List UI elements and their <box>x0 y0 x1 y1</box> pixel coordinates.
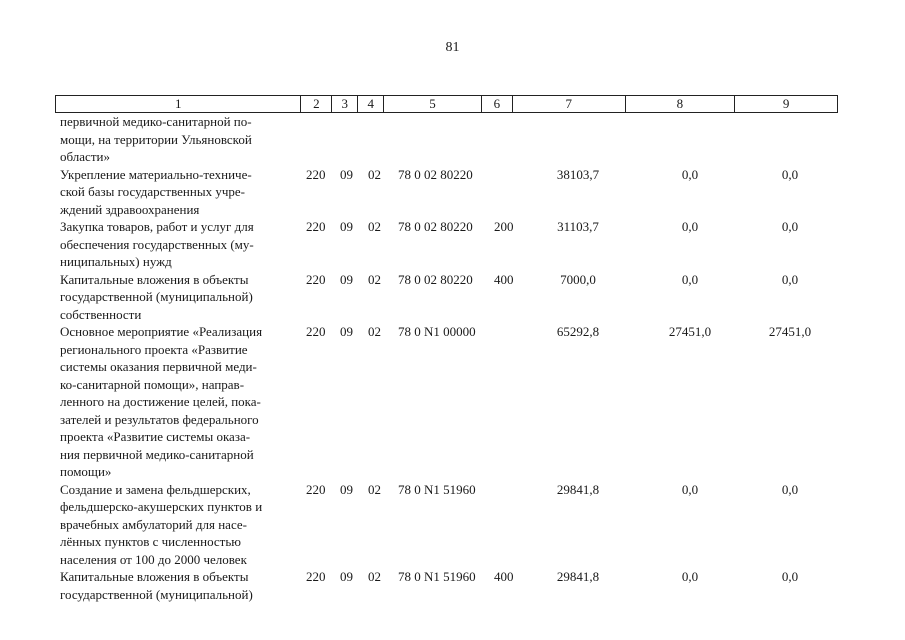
description-line: ждений здравоохранения <box>60 201 200 217</box>
cell-c2: 220 <box>306 166 326 182</box>
description-line: государственной (муниципальной) <box>60 586 253 602</box>
header-col-9: 9 <box>782 96 790 111</box>
table-body <box>0 113 905 603</box>
description-line: Капитальные вложения в объекты <box>60 271 249 287</box>
header-col-6: 6 <box>482 96 513 112</box>
description-line: собственности <box>60 306 142 322</box>
description-line: Капитальные вложения в объекты <box>60 569 249 584</box>
cell-c2: 220 <box>306 324 326 339</box>
description-line: государственной (муниципальной) <box>60 289 253 304</box>
cell-c5: 78 0 N1 51960 <box>398 569 476 584</box>
cell-c4: 02 <box>368 324 381 339</box>
row-description <box>60 166 296 219</box>
cell-c8: 0,0 <box>681 219 699 234</box>
description-line: ко-санитарной помощи», направ- <box>60 376 245 392</box>
table-row <box>0 113 905 166</box>
cell-c3: 09 <box>340 481 353 497</box>
cell-c6: 400 <box>494 271 514 287</box>
cell-c3: 09 <box>340 166 353 182</box>
cell-c3: 09 <box>340 569 353 584</box>
description-line: врачебных амбулаторий для насе- <box>60 516 247 532</box>
cell-c9: 0,0 <box>781 569 799 584</box>
description-line: Создание и замена фельдшерских, <box>60 481 251 497</box>
cell-c7: 29841,8 <box>556 569 600 584</box>
description-line: населения от 100 до 2000 человек <box>60 551 247 567</box>
table-row <box>0 218 905 271</box>
description-line: Основное мероприятие «Реализация <box>60 324 263 339</box>
cell-c7: 31103,7 <box>557 219 599 234</box>
header-col-1: 1 <box>56 96 301 112</box>
cell-c7: 65292,8 <box>556 324 600 339</box>
description-line: Укрепление материально-техниче- <box>60 166 252 182</box>
cell-c4: 02 <box>368 481 381 497</box>
description-line: первичной медико-санитарной по- <box>60 114 252 129</box>
cell-c3: 09 <box>340 271 353 287</box>
row-description <box>60 323 296 481</box>
header-col-8: 8 <box>626 96 736 112</box>
header-col-4: 4 <box>358 96 384 112</box>
table-row <box>0 271 905 324</box>
description-line: лённых пунктов с численностью <box>60 534 241 549</box>
cell-c2: 220 <box>306 569 326 584</box>
cell-c6: 400 <box>494 569 514 584</box>
cell-c5: 78 0 02 80220 <box>398 219 473 234</box>
description-line: ленного на достижение целей, пока- <box>60 394 261 409</box>
cell-c4: 02 <box>368 219 381 234</box>
cell-c5: 78 0 N1 51960 <box>398 481 476 497</box>
cell-c3: 09 <box>340 219 353 234</box>
table-header <box>55 95 838 113</box>
cell-c4: 02 <box>368 271 381 287</box>
cell-c2: 220 <box>306 481 326 497</box>
description-line: ской базы государственных учре- <box>60 184 245 199</box>
row-description <box>60 218 296 271</box>
description-line: ниципальных) нужд <box>60 254 172 269</box>
page-number: 81 <box>445 40 460 55</box>
cell-c6: 200 <box>494 219 514 234</box>
cell-c9: 0,0 <box>781 219 799 234</box>
table-row <box>0 323 905 481</box>
cell-c8: 0,0 <box>681 271 699 287</box>
header-col-7: 7 <box>513 96 626 112</box>
description-line: системы оказания первичной меди- <box>60 359 257 374</box>
description-line: регионального проекта «Развитие <box>60 341 248 357</box>
cell-c8: 0,0 <box>681 569 699 584</box>
cell-c7: 29841,8 <box>556 481 600 497</box>
row-description <box>60 271 296 324</box>
cell-c2: 220 <box>306 271 326 287</box>
description-line: мощи, на территории Ульяновской <box>60 131 252 147</box>
cell-c9: 27451,0 <box>768 324 812 339</box>
cell-c8: 0,0 <box>681 481 699 497</box>
header-col-5: 5 <box>384 96 482 112</box>
description-line: зателей и результатов федерального <box>60 411 259 427</box>
cell-c8: 27451,0 <box>668 324 712 339</box>
cell-c7: 38103,7 <box>556 166 600 182</box>
cell-c8: 0,0 <box>681 166 699 182</box>
header-col-2: 2 <box>301 96 332 112</box>
cell-c4: 02 <box>368 166 381 182</box>
cell-c5: 78 0 N1 00000 <box>398 324 476 339</box>
description-line: ния первичной медико-санитарной <box>60 446 254 462</box>
description-line: обеспечения государственных (му- <box>60 236 254 252</box>
cell-c7: 7000,0 <box>560 271 596 287</box>
cell-c9: 0,0 <box>781 481 799 497</box>
cell-c9: 0,0 <box>781 166 799 182</box>
table-row <box>0 481 905 569</box>
cell-c2: 220 <box>306 219 326 234</box>
cell-c9: 0,0 <box>781 271 799 287</box>
cell-c5: 78 0 02 80220 <box>398 166 473 182</box>
row-description <box>60 113 296 166</box>
description-line: области» <box>60 149 110 164</box>
description-line: проекта «Развитие системы оказа- <box>60 429 251 444</box>
cell-c4: 02 <box>368 569 381 584</box>
table-row <box>0 568 905 603</box>
cell-c5: 78 0 02 80220 <box>398 271 473 287</box>
description-line: Закупка товаров, работ и услуг для <box>60 219 254 234</box>
row-description <box>60 481 296 569</box>
description-line: фельдшерско-акушерских пунктов и <box>60 499 263 514</box>
header-col-3: 3 <box>332 96 358 112</box>
description-line: помощи» <box>60 464 112 479</box>
row-description <box>60 568 296 603</box>
cell-c3: 09 <box>340 324 353 339</box>
table-row <box>0 166 905 219</box>
